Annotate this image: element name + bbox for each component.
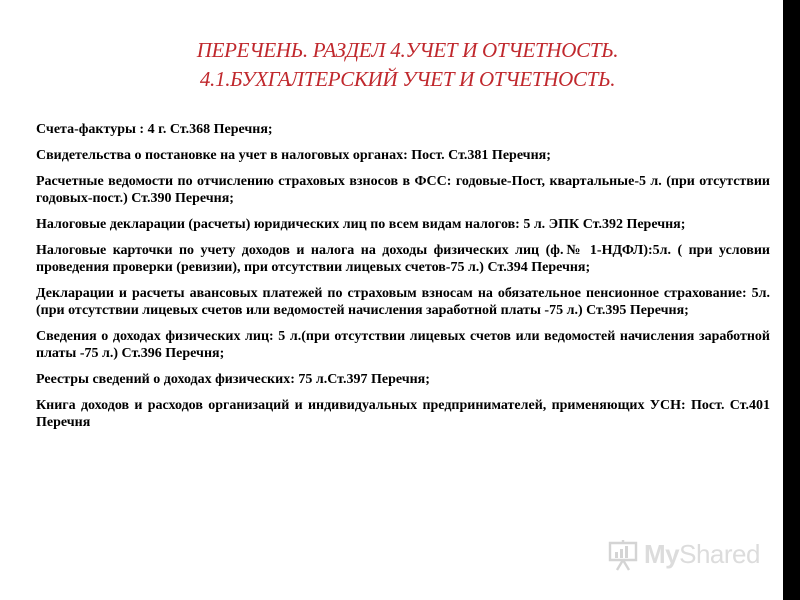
paragraph-ndfl-cards: Налоговые карточки по учету доходов и налога на доходы физических лиц (ф.№ 1-НДФЛ):5л. ( при условии проведения проверки (ревизии), при отсутствии лицевых счетов-75 л.) Ст.394 Перечня;: [36, 243, 770, 275]
paragraph-tax-declarations: Налоговые декларации (расчеты) юридических лиц по всем видам налогов: 5 л. ЭПК Ст.392 Перечня;: [36, 217, 686, 232]
paragraph-usn-book: Книга доходов и расходов организаций и индивидуальных предпринимателей, применяющих УСН: Пост. Ст.401 Перечня: [36, 398, 770, 430]
title-line-2: 4.1.БУХГАЛТЕРСКИЙ УЧЕТ И ОТЧЕТНОСТЬ.: [199, 67, 616, 91]
paragraph-invoices: Счета-фактуры : 4 г. Ст.368 Перечня;: [36, 122, 273, 137]
slide-title: [40, 36, 775, 94]
watermark-text: [644, 539, 760, 570]
watermark-prefix: My: [644, 539, 680, 569]
slide-body: [36, 121, 770, 440]
presentation-icon: [606, 538, 640, 572]
watermark-suffix: Shared: [679, 539, 760, 569]
paragraph-fss-statements: Расчетные ведомости по отчислению страховых взносов в ФСС: годовые-Пост, квартальные-5 л. (при отсутствии годовых-пост.) Ст.390 Перечня;: [36, 174, 770, 206]
right-edge-bar: [783, 0, 800, 600]
paragraph-registration-certificates: Свидетельства о постановке на учет в налоговых органах: Пост. Ст.381 Перечня;: [36, 148, 551, 163]
title-line-1: ПЕРЕЧЕНЬ. РАЗДЕЛ 4.УЧЕТ И ОТЧЕТНОСТЬ.: [196, 38, 619, 62]
paragraph-income-registers: Реестры сведений о доходах физических: 75 л.Ст.397 Перечня;: [36, 372, 430, 387]
paragraph-income-information: Сведения о доходах физических лиц: 5 л.(при отсутствии лицевых счетов или ведомостей начисления заработной платы -75 л.) Ст.396 Перечня;: [36, 329, 770, 361]
paragraph-pension-declarations: Декларации и расчеты авансовых платежей по страховым взносам на обязательное пенсионное страхование: 5л.(при отсутствии лицевых счетов или ведомостей начисления заработной платы -75 л.) Ст.395 Перечня;: [36, 286, 770, 318]
watermark-logo: [606, 537, 766, 573]
